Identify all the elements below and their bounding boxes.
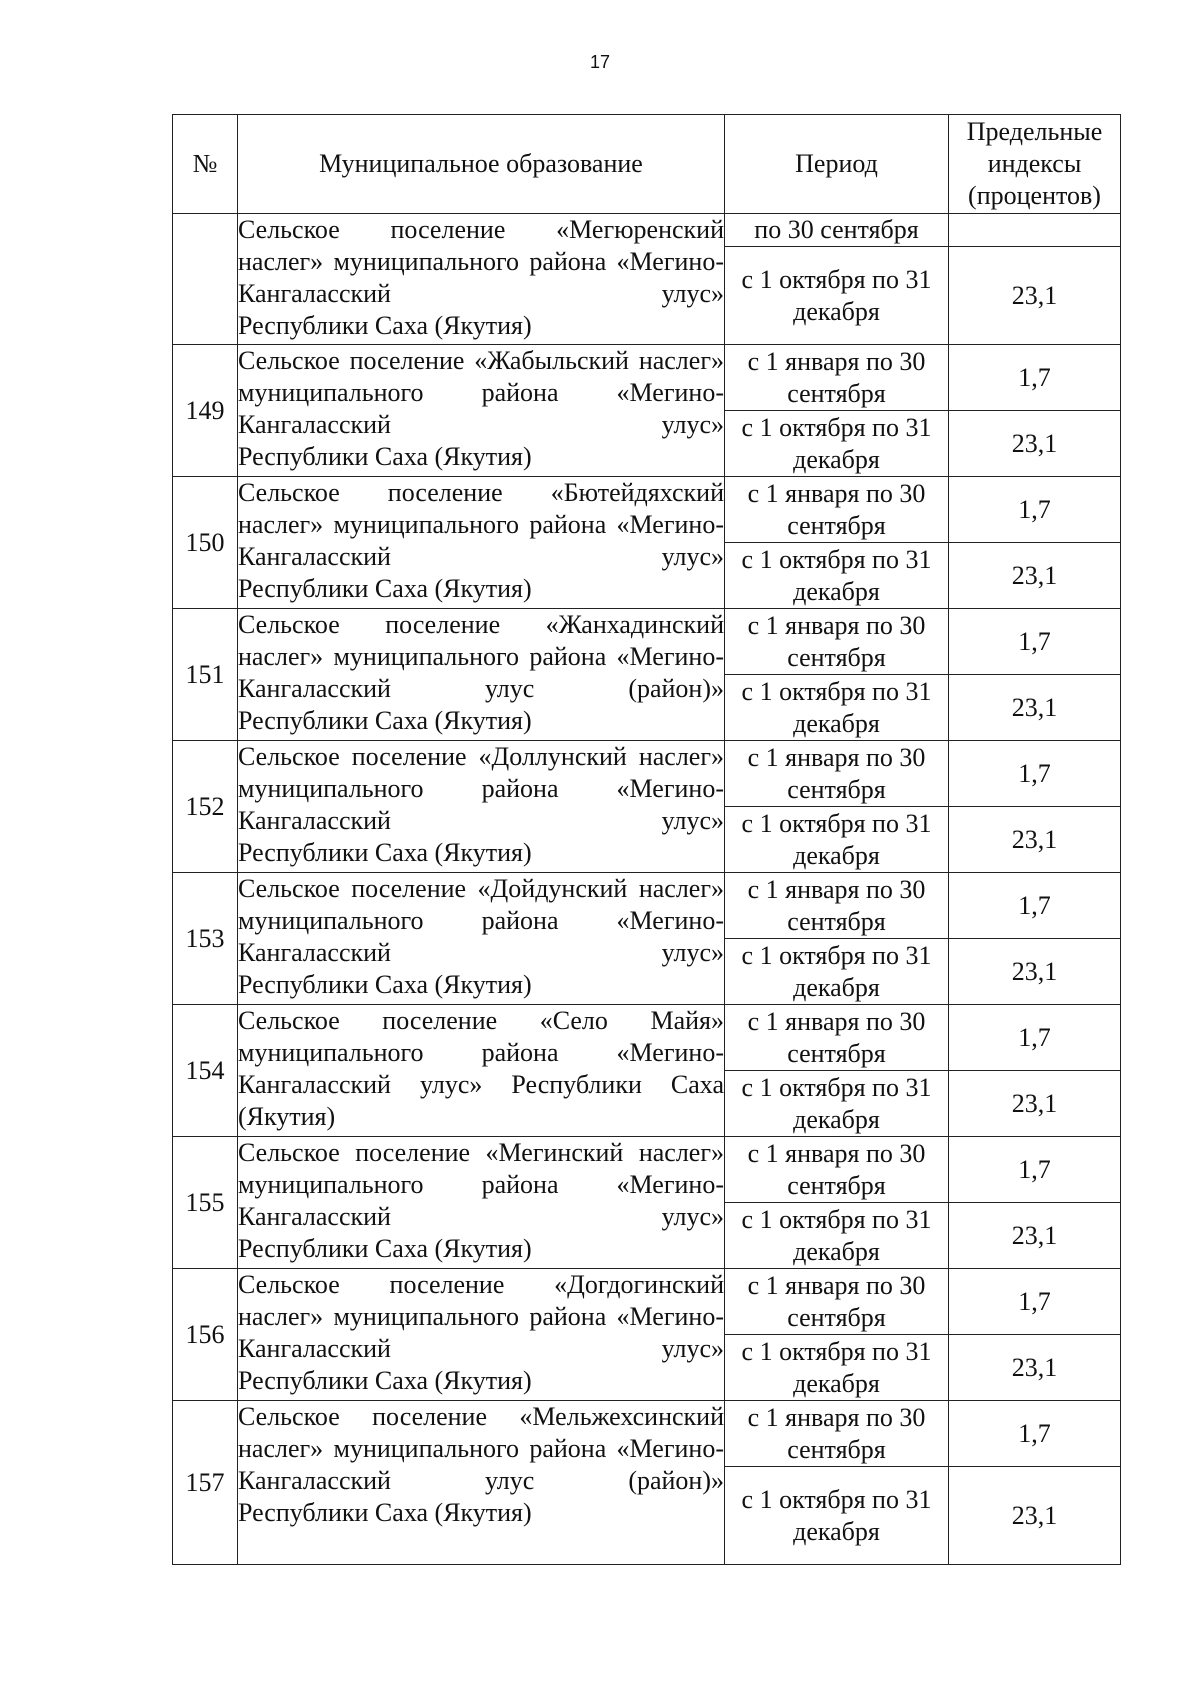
municipality-line: Сельское поселение <box>238 1402 487 1431</box>
row-index-2: 23,1 <box>949 543 1121 609</box>
row-index-2: 23,1 <box>949 1071 1121 1137</box>
row-number: 156 <box>173 1269 238 1401</box>
row-index-1: 1,7 <box>949 1401 1121 1467</box>
row-period-2: с 1 октября по 31 декабря <box>725 1071 949 1137</box>
table-row <box>173 741 1121 807</box>
municipality-line: Республики Саха (Якутия) <box>238 838 532 867</box>
municipality-line: Республики Саха (Якутия) <box>238 1498 532 1527</box>
row-index-1: 1,7 <box>949 873 1121 939</box>
municipality-line: Кангаласский улус (район)» <box>238 1466 724 1495</box>
municipality-line: «Мегино-Кангаласский улус» <box>238 1170 724 1231</box>
municipality-line: Республики Саха (Якутия) <box>238 706 532 735</box>
municipality-line: Сельское поселение «Доллунский <box>238 742 627 771</box>
row-period-2: с 1 октября по 31 декабря <box>725 1467 949 1565</box>
municipality-line: Республики Саха (Якутия) <box>238 442 532 471</box>
row-period-2: с 1 октября по 31 декабря <box>725 675 949 741</box>
header-number: № <box>173 115 238 214</box>
row-municipality <box>238 1401 725 1565</box>
municipality-line: «Мегино-Кангаласский улус (район)» <box>238 642 724 703</box>
municipality-line: Республики Саха (Якутия) <box>238 1234 532 1263</box>
table-row <box>173 609 1121 675</box>
row-period-1: с 1 января по 30 сентября <box>725 1137 949 1203</box>
row-index-2: 23,1 <box>949 675 1121 741</box>
municipality-line: Сельское поселение «Бютейдяхский <box>238 478 724 507</box>
municipality-line: наслег» муниципального района <box>238 742 725 803</box>
table-row <box>173 1137 1121 1203</box>
municipality-line: Сельское поселение «Дойдунский <box>238 874 628 903</box>
row-index-1: 1,7 <box>949 1137 1121 1203</box>
municipality-line: Сельское поселение «Мегюренский <box>238 215 724 244</box>
table-row <box>173 345 1121 411</box>
municipality-line: наслег» муниципального района <box>238 510 607 539</box>
municipality-line: Сельское поселение «Жабыльский <box>238 346 629 375</box>
row-municipality <box>238 1269 725 1401</box>
municipality-line: Республики Саха (Якутия) <box>238 1366 532 1395</box>
municipality-line: наслег» муниципального района <box>238 874 725 935</box>
tariff-index-table <box>172 114 1121 1565</box>
row-period-1: по 30 сентября <box>725 214 949 247</box>
row-municipality <box>238 214 725 345</box>
row-index-1: 1,7 <box>949 477 1121 543</box>
row-number <box>173 214 238 345</box>
municipality-line: «Мегино-Кангаласский улус» <box>238 906 724 967</box>
row-municipality <box>238 1005 725 1137</box>
row-period-2: с 1 октября по 31 декабря <box>725 543 949 609</box>
table-header-row <box>173 115 1121 214</box>
row-period-2: с 1 октября по 31 декабря <box>725 411 949 477</box>
page-number: 17 <box>589 52 611 72</box>
row-municipality <box>238 1137 725 1269</box>
row-number: 155 <box>173 1137 238 1269</box>
row-municipality <box>238 609 725 741</box>
row-period-1: с 1 января по 30 сентября <box>725 1005 949 1071</box>
row-period-2: с 1 октября по 31 декабря <box>725 1335 949 1401</box>
row-period-1: с 1 января по 30 сентября <box>725 345 949 411</box>
header-municipality: Муниципальное образование <box>238 115 725 214</box>
municipality-line: наслег» муниципального района <box>238 1302 607 1331</box>
row-index-2: 23,1 <box>949 1335 1121 1401</box>
row-period-1: с 1 января по 30 сентября <box>725 741 949 807</box>
row-municipality <box>238 741 725 873</box>
municipality-line: наслег» муниципального района <box>238 642 607 671</box>
row-period-1: с 1 января по 30 сентября <box>725 1269 949 1335</box>
row-period-1: с 1 января по 30 сентября <box>725 609 949 675</box>
row-period-2: с 1 октября по 31 декабря <box>725 247 949 345</box>
row-period-2: с 1 октября по 31 декабря <box>725 1203 949 1269</box>
header-period: Период <box>725 115 949 214</box>
row-period-2: с 1 октября по 31 декабря <box>725 807 949 873</box>
row-number: 154 <box>173 1005 238 1137</box>
row-number: 157 <box>173 1401 238 1565</box>
header-index: Предельные индексы (процентов) <box>949 115 1121 214</box>
municipality-line: «Мегино-Кангаласский улус» <box>238 247 724 308</box>
table-row <box>173 873 1121 939</box>
row-index-2: 23,1 <box>949 1203 1121 1269</box>
row-index-2: 23,1 <box>949 411 1121 477</box>
row-index-1: 1,7 <box>949 1269 1121 1335</box>
row-index-2: 23,1 <box>949 1467 1121 1565</box>
row-index-1: 1,7 <box>949 345 1121 411</box>
municipality-line: Сельское поселение «Мегинский <box>238 1138 624 1167</box>
row-index-1: 1,7 <box>949 741 1121 807</box>
municipality-line: Республики Саха (Якутия) <box>238 970 532 999</box>
row-number: 149 <box>173 345 238 477</box>
municipality-line: муниципального района «Мегино- <box>238 1038 724 1067</box>
table-row <box>173 1401 1121 1467</box>
municipality-line: наслег» муниципального района <box>238 247 607 276</box>
row-index-2: 23,1 <box>949 247 1121 345</box>
table-row <box>173 1005 1121 1071</box>
municipality-line: наслег» муниципального района <box>238 1138 725 1199</box>
row-number: 152 <box>173 741 238 873</box>
row-index-2: 23,1 <box>949 939 1121 1005</box>
row-period-1: с 1 января по 30 сентября <box>725 873 949 939</box>
municipality-line: «Мегино-Кангаласский улус» <box>238 510 724 571</box>
municipality-line: Сельское поселение «Село Майя» <box>238 1006 724 1035</box>
municipality-line: муниципального района «Мегино- <box>333 1434 724 1463</box>
table-row <box>173 1269 1121 1335</box>
row-period-2: с 1 октября по 31 декабря <box>725 939 949 1005</box>
row-index-1: 1,7 <box>949 1005 1121 1071</box>
municipality-line: Кангаласский улус» Республики Саха <box>238 1070 724 1099</box>
row-period-1: с 1 января по 30 сентября <box>725 477 949 543</box>
municipality-line: «Мельжехсинский наслег» <box>238 1402 724 1463</box>
municipality-line: наслег» муниципального района <box>238 346 724 407</box>
row-index-1 <box>949 214 1121 247</box>
row-municipality <box>238 873 725 1005</box>
row-municipality <box>238 345 725 477</box>
row-number: 151 <box>173 609 238 741</box>
row-number: 150 <box>173 477 238 609</box>
row-period-1: с 1 января по 30 сентября <box>725 1401 949 1467</box>
municipality-line: (Якутия) <box>238 1102 336 1131</box>
municipality-line: «Мегино-Кангаласский улус» <box>238 378 724 439</box>
municipality-line: Сельское поселение «Догдогинский <box>238 1270 724 1299</box>
row-municipality <box>238 477 725 609</box>
table-row-continuation <box>173 214 1121 247</box>
municipality-line: «Мегино-Кангаласский улус» <box>238 1302 724 1363</box>
row-index-1: 1,7 <box>949 609 1121 675</box>
municipality-line: Сельское поселение «Жанхадинский <box>238 610 724 639</box>
table-row <box>173 477 1121 543</box>
municipality-line: «Мегино-Кангаласский улус» <box>238 774 724 835</box>
row-number: 153 <box>173 873 238 1005</box>
municipality-line: Республики Саха (Якутия) <box>238 574 532 603</box>
row-index-2: 23,1 <box>949 807 1121 873</box>
municipality-line: Республики Саха (Якутия) <box>238 311 532 340</box>
